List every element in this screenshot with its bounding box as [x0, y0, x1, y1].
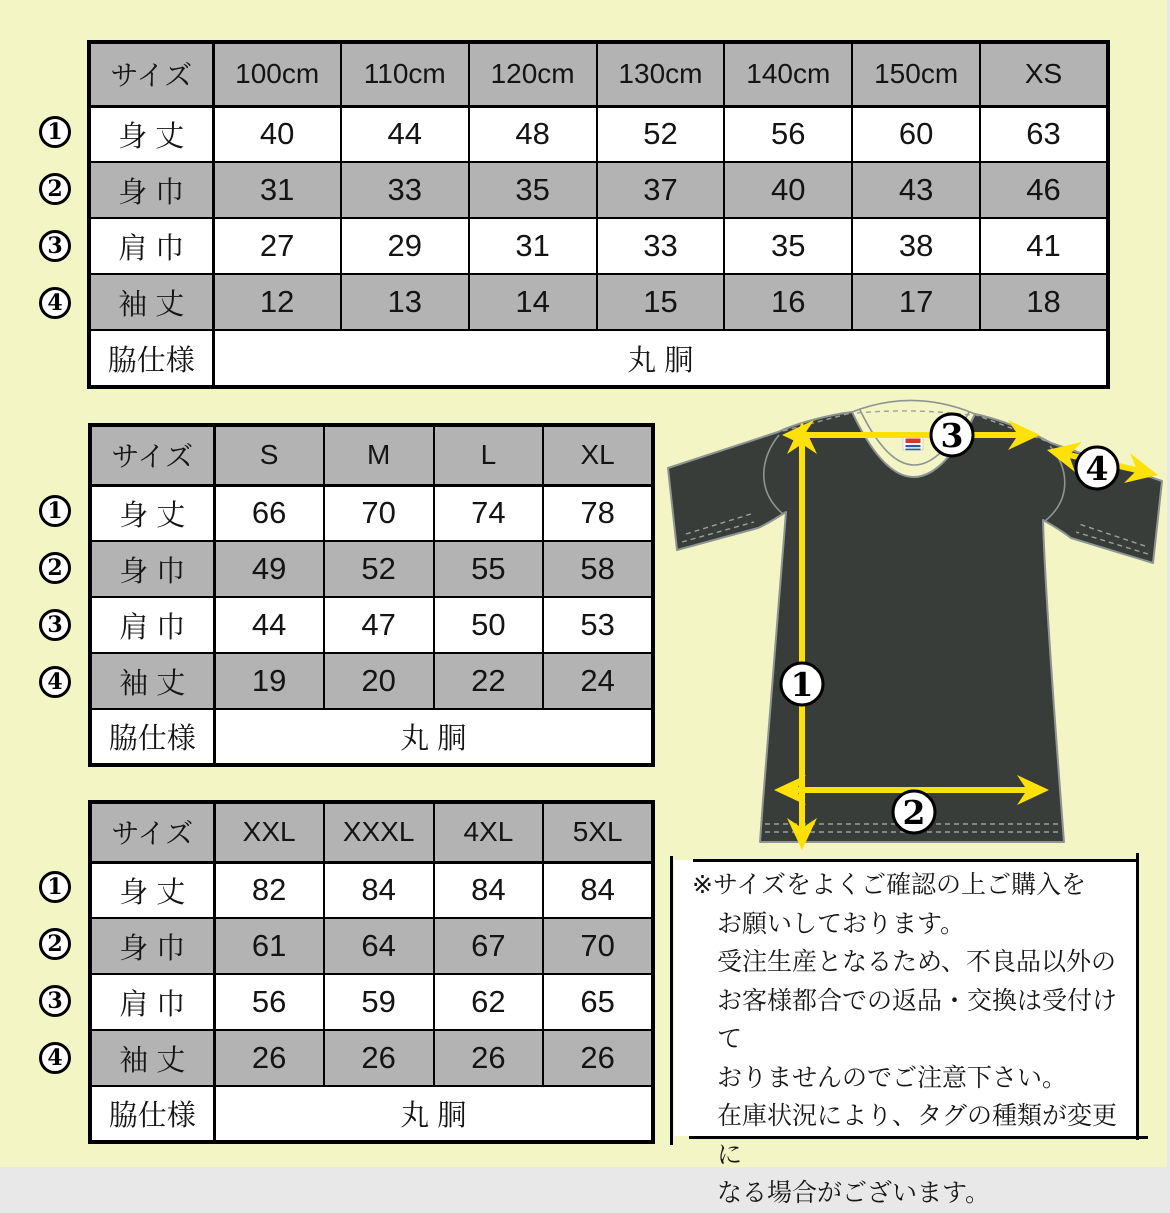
row-label: 身 丈	[90, 862, 214, 918]
size-cell: 41	[980, 218, 1108, 274]
size-cell: 26	[214, 1030, 324, 1086]
size-cell: 43	[852, 162, 980, 218]
col-header: XL	[543, 425, 653, 485]
col-header: 4XL	[434, 802, 544, 862]
col-header: 140cm	[724, 42, 852, 106]
row-marker-4: 4	[39, 666, 71, 698]
size-cell: 26	[434, 1030, 544, 1086]
row-label: 身 丈	[89, 106, 213, 162]
row-label: 身 丈	[90, 485, 214, 541]
size-cell: 84	[434, 862, 544, 918]
col-header: XXL	[214, 802, 324, 862]
size-cell: 49	[214, 541, 324, 597]
col-header: 110cm	[341, 42, 469, 106]
size-cell: 27	[213, 218, 341, 274]
size-header: サイズ	[90, 802, 214, 862]
size-cell: 50	[434, 597, 544, 653]
size-header: サイズ	[89, 42, 213, 106]
size-cell: 33	[341, 162, 469, 218]
spec-label: 脇仕様	[90, 709, 214, 765]
spec-label: 脇仕様	[89, 330, 213, 387]
col-header: M	[324, 425, 434, 485]
col-header: XS	[980, 42, 1108, 106]
row-label: 肩 巾	[89, 218, 213, 274]
size-cell: 66	[214, 485, 324, 541]
marker-1: 1	[790, 665, 814, 704]
size-cell: 63	[980, 106, 1108, 162]
row-label: 袖 丈	[89, 274, 213, 330]
marker-3: 3	[940, 416, 964, 455]
size-cell: 60	[852, 106, 980, 162]
notice-text	[692, 866, 1138, 1213]
row-label: 袖 丈	[90, 653, 214, 709]
size-cell: 52	[597, 106, 725, 162]
row-marker-1: 1	[39, 871, 71, 903]
size-header: サイズ	[90, 425, 214, 485]
size-cell: 16	[724, 274, 852, 330]
size-cell: 14	[469, 274, 597, 330]
row-marker-3: 3	[39, 609, 71, 641]
row-label: 身 巾	[90, 541, 214, 597]
spec-label: 脇仕様	[90, 1086, 214, 1142]
size-cell: 20	[324, 653, 434, 709]
notice-border-left	[670, 856, 673, 1145]
size-cell: 44	[341, 106, 469, 162]
row-label: 肩 巾	[90, 974, 214, 1030]
size-table-adult	[88, 423, 655, 767]
size-cell: 48	[469, 106, 597, 162]
notice-line: 受注生産となるため、不良品以外の	[717, 948, 1117, 976]
col-header: 150cm	[852, 42, 980, 106]
size-cell: 74	[434, 485, 544, 541]
row-marker-2: 2	[39, 173, 71, 205]
size-cell: 26	[543, 1030, 653, 1086]
size-cell: 58	[543, 541, 653, 597]
size-cell: 65	[543, 974, 653, 1030]
size-cell: 24	[543, 653, 653, 709]
size-cell: 13	[341, 274, 469, 330]
notice-line: ※サイズをよくご確認の上ご購入を	[692, 871, 1086, 899]
notice-border-top	[693, 859, 1137, 862]
size-table-big	[88, 800, 655, 1144]
size-cell: 56	[214, 974, 324, 1030]
size-cell: 40	[213, 106, 341, 162]
size-cell: 26	[324, 1030, 434, 1086]
size-table-kids	[87, 40, 1110, 389]
size-cell: 18	[980, 274, 1108, 330]
row-label: 身 巾	[89, 162, 213, 218]
size-cell: 40	[724, 162, 852, 218]
size-cell: 38	[852, 218, 980, 274]
col-header: 5XL	[543, 802, 653, 862]
row-marker-2: 2	[39, 928, 71, 960]
row-marker-2: 2	[39, 552, 71, 584]
size-cell: 59	[324, 974, 434, 1030]
notice-line: 在庫状況により、タグの種類が変更に	[717, 1102, 1118, 1169]
col-header: 120cm	[469, 42, 597, 106]
size-cell: 29	[341, 218, 469, 274]
row-label: 身 巾	[90, 918, 214, 974]
notice-line: お願いしております。	[717, 909, 966, 938]
tshirt-measure-diagram	[655, 395, 1170, 865]
size-cell: 15	[597, 274, 725, 330]
size-cell: 31	[469, 218, 597, 274]
col-header: XXXL	[324, 802, 434, 862]
size-cell: 37	[597, 162, 725, 218]
size-cell: 84	[543, 862, 653, 918]
size-cell: 52	[324, 541, 434, 597]
col-header: L	[434, 425, 544, 485]
row-marker-1: 1	[39, 116, 71, 148]
row-marker-3: 3	[39, 230, 71, 262]
size-cell: 70	[324, 485, 434, 541]
spec-value: 丸 胴	[214, 1086, 653, 1142]
size-cell: 55	[434, 541, 544, 597]
size-cell: 22	[434, 653, 544, 709]
marker-2: 2	[902, 793, 926, 832]
size-cell: 33	[597, 218, 725, 274]
spec-value: 丸 胴	[214, 709, 653, 765]
size-cell: 67	[434, 918, 544, 974]
notice-line: おりませんのでご注意下さい。	[717, 1063, 1068, 1092]
col-header: S	[214, 425, 324, 485]
size-cell: 62	[434, 974, 544, 1030]
size-cell: 47	[324, 597, 434, 653]
size-cell: 61	[214, 918, 324, 974]
col-header: 100cm	[213, 42, 341, 106]
notice-line: なる場合がございます。	[717, 1179, 991, 1207]
row-label: 袖 丈	[90, 1030, 214, 1086]
row-marker-4: 4	[39, 287, 71, 319]
marker-4: 4	[1085, 449, 1109, 488]
size-cell: 82	[214, 862, 324, 918]
size-cell: 70	[543, 918, 653, 974]
size-cell: 19	[214, 653, 324, 709]
row-marker-4: 4	[39, 1042, 71, 1074]
size-cell: 44	[214, 597, 324, 653]
row-label: 肩 巾	[90, 597, 214, 653]
size-cell: 46	[980, 162, 1108, 218]
size-cell: 78	[543, 485, 653, 541]
row-marker-1: 1	[39, 495, 71, 527]
col-header: 130cm	[597, 42, 725, 106]
size-cell: 17	[852, 274, 980, 330]
size-cell: 35	[469, 162, 597, 218]
size-cell: 12	[213, 274, 341, 330]
size-cell: 35	[724, 218, 852, 274]
size-cell: 53	[543, 597, 653, 653]
size-cell: 31	[213, 162, 341, 218]
notice-line: お客様都合での返品・交換は受付けて	[717, 986, 1118, 1053]
size-cell: 64	[324, 918, 434, 974]
row-marker-3: 3	[39, 985, 71, 1017]
size-cell: 84	[324, 862, 434, 918]
spec-value: 丸 胴	[213, 330, 1108, 387]
size-cell: 56	[724, 106, 852, 162]
brand-tag	[903, 436, 923, 450]
